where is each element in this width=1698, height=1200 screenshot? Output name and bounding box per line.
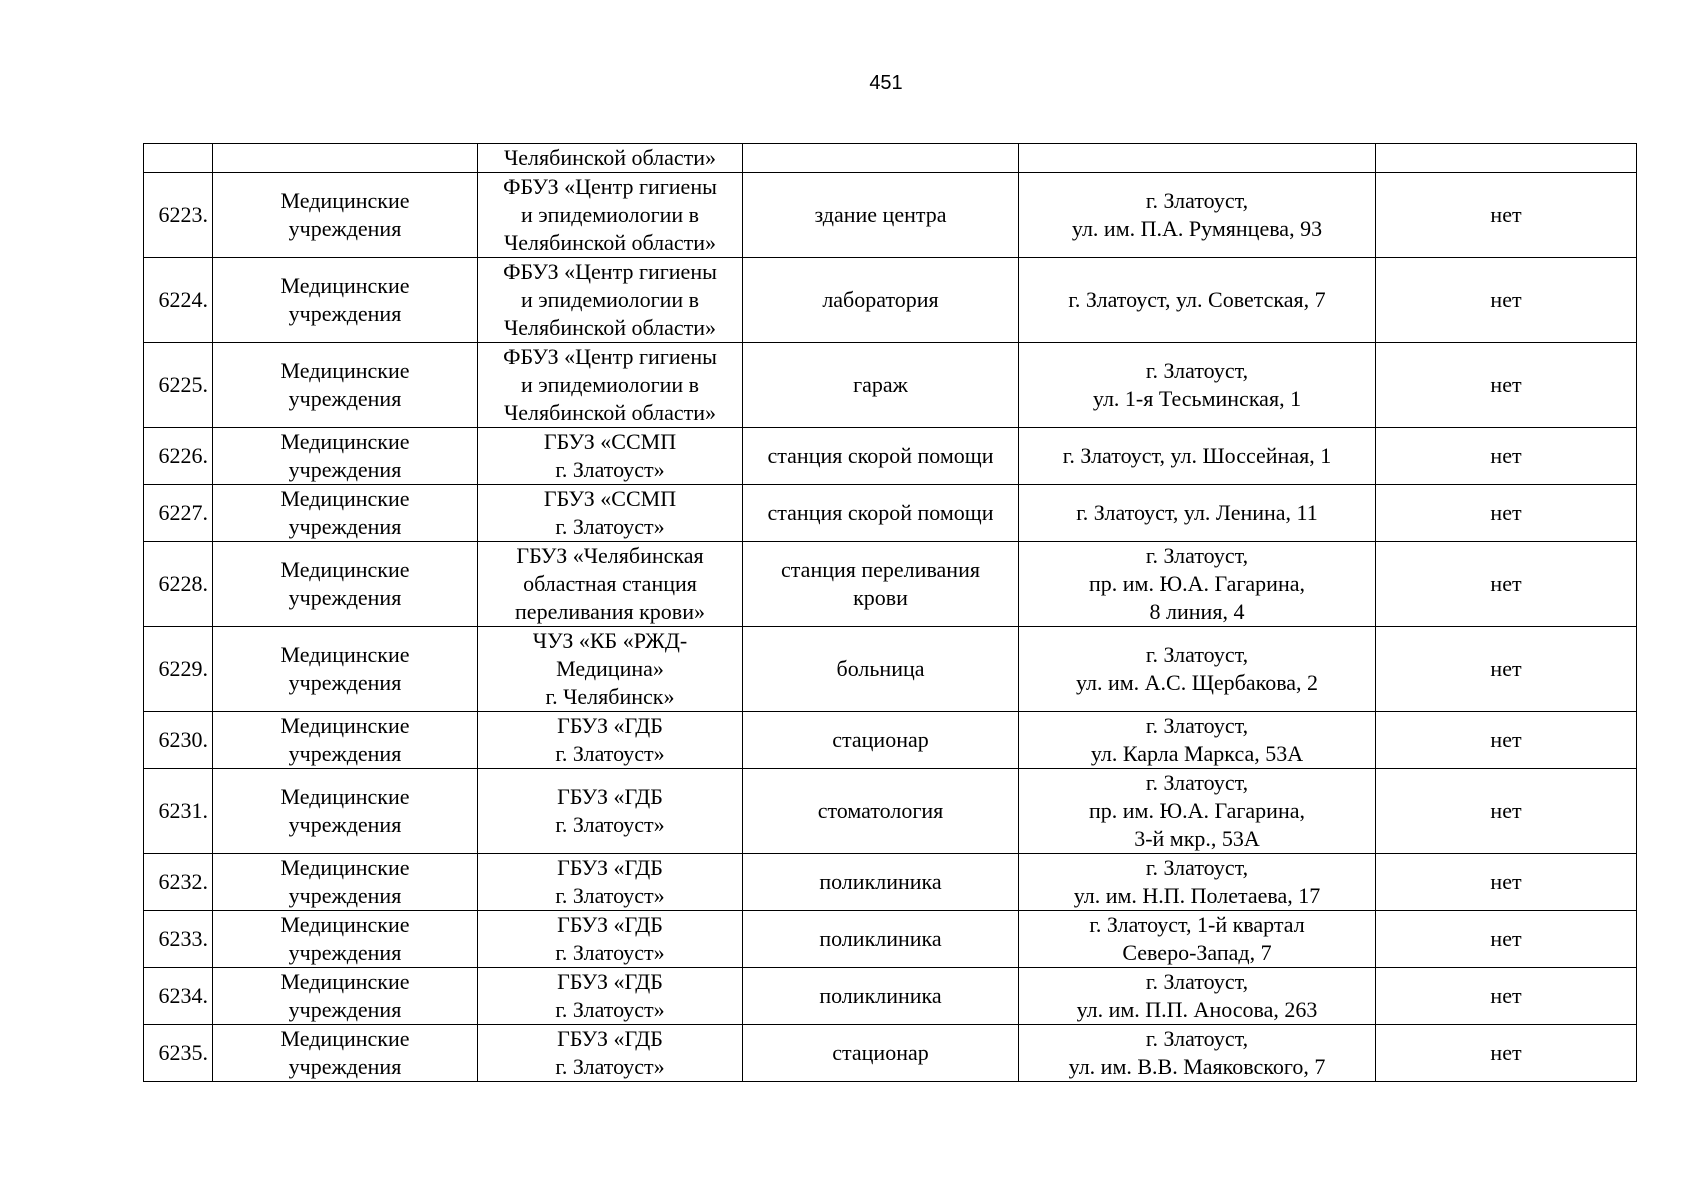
cell-category [213, 968, 478, 1025]
cell-address-line: ул. им. П.П. Аносова, 263 [1076, 997, 1318, 1022]
cell-object-line: поликлиника [819, 926, 942, 951]
cell-address-line: ул. 1-я Тесьминская, 1 [1092, 386, 1302, 411]
cell-organization-line: ФБУЗ «Центр гигиены [503, 259, 717, 284]
cell-address-line: ул. Карла Маркса, 53А [1090, 741, 1304, 766]
cell-category [213, 712, 478, 769]
cell-category-line: учреждения [288, 514, 402, 539]
cell-address-line: г. Златоуст, [1145, 188, 1249, 213]
cell-object [743, 911, 1019, 968]
cell-object-line: крови [853, 585, 908, 610]
cell-object-line: станция скорой помощи [767, 443, 994, 468]
cell-category-line: учреждения [288, 1054, 402, 1079]
cell-object [743, 1025, 1019, 1082]
cell-address-line: г. Златоуст, ул. Шоссейная, 1 [1062, 443, 1332, 468]
cell-organization-line: и эпидемиологии в [520, 202, 700, 227]
cell-organization [478, 769, 743, 854]
cell-address-line: г. Златоуст, ул. Советская, 7 [1068, 287, 1326, 312]
cell-organization-line: ФБУЗ «Центр гигиены [503, 174, 717, 199]
cell-category [213, 485, 478, 542]
cell-number: 6233. [144, 911, 213, 968]
cell-organization-line: ГБУЗ «Челябинская [516, 543, 704, 568]
cell-category [213, 144, 478, 173]
page-number: 451 [869, 72, 903, 94]
cell-object [743, 258, 1019, 343]
registry-table [143, 143, 1637, 1082]
table-row [144, 485, 1637, 542]
cell-category [213, 911, 478, 968]
cell-category-line: учреждения [288, 457, 402, 482]
cell-flag: нет [1376, 627, 1637, 712]
cell-object-line: гараж [853, 372, 908, 397]
cell-address-line: г. Златоуст, ул. Ленина, 11 [1076, 500, 1318, 525]
cell-organization [478, 258, 743, 343]
cell-address-line: г. Златоуст, [1145, 855, 1249, 880]
cell-number: 6234. [144, 968, 213, 1025]
cell-organization-line: г. Златоуст» [555, 997, 665, 1022]
cell-flag: нет [1376, 854, 1637, 911]
cell-address [1019, 343, 1376, 428]
cell-object [743, 428, 1019, 485]
cell-address [1019, 542, 1376, 627]
cell-object-line: лаборатория [822, 287, 939, 312]
cell-category-line: Медицинские [280, 642, 410, 667]
cell-flag: нет [1376, 542, 1637, 627]
cell-object [743, 627, 1019, 712]
cell-organization-line: г. Златоуст» [555, 457, 665, 482]
cell-object-line: станция скорой помощи [767, 500, 994, 525]
cell-organization-line: г. Златоуст» [555, 741, 665, 766]
cell-category-line: Медицинские [280, 784, 410, 809]
cell-category-line: Медицинские [280, 358, 410, 383]
cell-number: 6235. [144, 1025, 213, 1082]
cell-category-line: учреждения [288, 741, 402, 766]
cell-flag: нет [1376, 769, 1637, 854]
table-row [144, 769, 1637, 854]
cell-category-line: учреждения [288, 301, 402, 326]
cell-address-line: г. Златоуст, [1145, 713, 1249, 738]
cell-organization-line: ГБУЗ «ССМП [543, 486, 677, 511]
cell-address-line: ул. им. В.В. Маяковского, 7 [1068, 1054, 1326, 1079]
cell-address [1019, 173, 1376, 258]
cell-object [743, 968, 1019, 1025]
cell-category-line: Медицинские [280, 912, 410, 937]
cell-object-line: станция переливания [781, 557, 980, 582]
cell-object [743, 542, 1019, 627]
cell-address-line: г. Златоуст, [1145, 1026, 1249, 1051]
cell-organization [478, 854, 743, 911]
cell-address-line: ул. им. Н.П. Полетаева, 17 [1073, 883, 1321, 908]
cell-organization [478, 343, 743, 428]
cell-organization-line: ГБУЗ «ССМП [543, 429, 677, 454]
cell-address-line: Северо-Запад, 7 [1122, 940, 1272, 965]
cell-category-line: Медицинские [280, 557, 410, 582]
cell-category-line: учреждения [288, 670, 402, 695]
cell-organization-line: г. Златоуст» [555, 514, 665, 539]
cell-category-line: учреждения [288, 585, 402, 610]
cell-number: 6227. [144, 485, 213, 542]
cell-organization [478, 1025, 743, 1082]
cell-category [213, 428, 478, 485]
cell-category-line: Медицинские [280, 429, 410, 454]
cell-object [743, 485, 1019, 542]
cell-organization: Челябинской области» [478, 144, 743, 173]
cell-category [213, 173, 478, 258]
cell-address [1019, 144, 1376, 173]
cell-category [213, 769, 478, 854]
cell-address-line: г. Златоуст, [1145, 642, 1249, 667]
cell-address-line: пр. им. Ю.А. Гагарина, [1088, 798, 1305, 823]
cell-address-line: 8 линия, 4 [1149, 599, 1245, 624]
cell-object-line: больница [836, 656, 925, 681]
cell-number: 6224. [144, 258, 213, 343]
cell-organization [478, 485, 743, 542]
cell-number: 6228. [144, 542, 213, 627]
cell-object [743, 769, 1019, 854]
cell-flag: нет [1376, 968, 1637, 1025]
table-row [144, 968, 1637, 1025]
cell-category [213, 258, 478, 343]
table-row [144, 712, 1637, 769]
cell-organization [478, 968, 743, 1025]
cell-category-line: Медицинские [280, 486, 410, 511]
cell-category-line: Медицинские [280, 855, 410, 880]
cell-address-line: г. Златоуст, [1145, 358, 1249, 383]
cell-organization-line: ГБУЗ «ГДБ [557, 784, 663, 809]
cell-object-line: поликлиника [819, 983, 942, 1008]
cell-flag: нет [1376, 712, 1637, 769]
cell-organization-line: г. Златоуст» [555, 812, 665, 837]
cell-organization-line: г. Златоуст» [555, 1054, 665, 1079]
cell-category-line: Медицинские [280, 713, 410, 738]
cell-flag: нет [1376, 428, 1637, 485]
cell-organization-line: г. Златоуст» [555, 883, 665, 908]
cell-category-line: учреждения [288, 386, 402, 411]
cell-address [1019, 258, 1376, 343]
table-row [144, 173, 1637, 258]
cell-number: 6232. [144, 854, 213, 911]
cell-number [144, 144, 213, 173]
cell-object-line: поликлиника [819, 869, 942, 894]
cell-organization [478, 542, 743, 627]
cell-object [743, 144, 1019, 173]
cell-category-line: учреждения [288, 940, 402, 965]
cell-organization-line: г. Златоуст» [555, 940, 665, 965]
cell-organization-line: Челябинской области» [503, 315, 717, 340]
cell-organization [478, 911, 743, 968]
cell-organization-line: Медицина» [556, 656, 664, 681]
cell-number: 6229. [144, 627, 213, 712]
cell-category [213, 542, 478, 627]
cell-organization-line: Челябинской области» [503, 230, 717, 255]
cell-address [1019, 854, 1376, 911]
cell-flag: нет [1376, 1025, 1637, 1082]
cell-object-line: стационар [832, 1040, 929, 1065]
cell-address-line: ул. им. А.С. Щербакова, 2 [1075, 670, 1319, 695]
cell-organization-line: ГБУЗ «ГДБ [557, 855, 663, 880]
cell-address [1019, 485, 1376, 542]
continuation-row [144, 144, 1637, 173]
cell-flag: нет [1376, 485, 1637, 542]
cell-address-line: г. Златоуст, 1-й квартал [1089, 912, 1305, 937]
cell-category-line: учреждения [288, 997, 402, 1022]
cell-flag [1376, 144, 1637, 173]
cell-organization-line: областная станция [523, 571, 697, 596]
cell-address [1019, 911, 1376, 968]
cell-address-line: г. Златоуст, [1145, 969, 1249, 994]
cell-organization-line: и эпидемиологии в [520, 287, 700, 312]
table-row [144, 542, 1637, 627]
cell-organization [478, 627, 743, 712]
table-row [144, 343, 1637, 428]
cell-address-line: г. Златоуст, [1145, 543, 1249, 568]
cell-organization-line: г. Челябинск» [545, 684, 675, 709]
cell-organization-line: переливания крови» [515, 599, 705, 624]
cell-category-line: Медицинские [280, 188, 410, 213]
cell-address-line: г. Златоуст, [1145, 770, 1249, 795]
cell-number: 6231. [144, 769, 213, 854]
cell-organization [478, 173, 743, 258]
cell-number: 6223. [144, 173, 213, 258]
cell-organization-line: ГБУЗ «ГДБ [557, 1026, 663, 1051]
table-row [144, 627, 1637, 712]
cell-address [1019, 769, 1376, 854]
cell-number: 6225. [144, 343, 213, 428]
cell-object [743, 173, 1019, 258]
cell-object [743, 854, 1019, 911]
cell-organization [478, 428, 743, 485]
cell-category [213, 627, 478, 712]
cell-category [213, 343, 478, 428]
cell-category-line: Медицинские [280, 1026, 410, 1051]
cell-organization [478, 712, 743, 769]
cell-category [213, 1025, 478, 1082]
table-row [144, 258, 1637, 343]
cell-object [743, 343, 1019, 428]
cell-category-line: учреждения [288, 812, 402, 837]
cell-address-line: 3-й мкр., 53А [1134, 826, 1260, 851]
cell-category-line: Медицинские [280, 969, 410, 994]
registry-table-body [144, 144, 1637, 1082]
cell-category-line: Медицинские [280, 273, 410, 298]
cell-flag: нет [1376, 258, 1637, 343]
cell-address [1019, 968, 1376, 1025]
cell-address [1019, 627, 1376, 712]
cell-object-line: стационар [832, 727, 929, 752]
cell-address [1019, 1025, 1376, 1082]
cell-number: 6226. [144, 428, 213, 485]
cell-address [1019, 712, 1376, 769]
cell-organization-line: ГБУЗ «ГДБ [557, 912, 663, 937]
cell-organization-line: и эпидемиологии в [520, 372, 700, 397]
cell-number: 6230. [144, 712, 213, 769]
table-row [144, 1025, 1637, 1082]
cell-flag: нет [1376, 911, 1637, 968]
cell-address-line: пр. им. Ю.А. Гагарина, [1088, 571, 1305, 596]
cell-category [213, 854, 478, 911]
cell-organization-line: ФБУЗ «Центр гигиены [503, 344, 717, 369]
table-row [144, 428, 1637, 485]
cell-category-line: учреждения [288, 883, 402, 908]
cell-address [1019, 428, 1376, 485]
cell-organization-line: ГБУЗ «ГДБ [557, 713, 663, 738]
cell-flag: нет [1376, 173, 1637, 258]
cell-object [743, 712, 1019, 769]
cell-flag: нет [1376, 343, 1637, 428]
cell-organization-line: Челябинской области» [503, 400, 717, 425]
cell-category-line: учреждения [288, 216, 402, 241]
table-row [144, 911, 1637, 968]
cell-organization-line: ГБУЗ «ГДБ [557, 969, 663, 994]
cell-object-line: здание центра [814, 202, 947, 227]
table-row [144, 854, 1637, 911]
cell-object-line: стоматология [817, 798, 944, 823]
cell-organization-line: ЧУЗ «КБ «РЖД- [532, 628, 688, 653]
cell-address-line: ул. им. П.А. Румянцева, 93 [1071, 216, 1323, 241]
